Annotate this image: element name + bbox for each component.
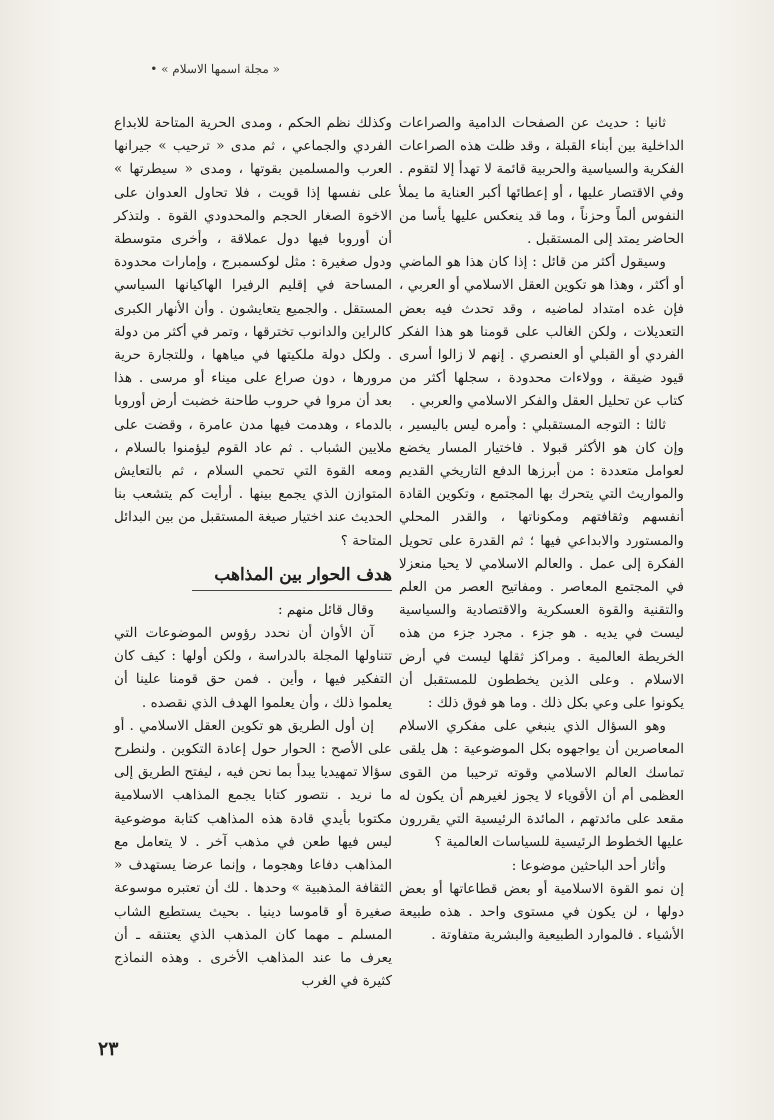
running-head: « مجلة اسمها الاسلام » • xyxy=(150,62,280,76)
left-column xyxy=(114,112,392,993)
paragraph: وأثار أحد الباحثين موضوعا : xyxy=(511,857,666,874)
paragraph: ثانيا : حديث عن الصفحات الدامية والصراعات الداخلية بين أبناء القبلة ، وقد ظلت هذه الصراعات الفكرية والسياسية والحربية قائمة لا تهدأ إلا لتقوم . وفي الاقتصار عليها ، أو إعطائها أكبر العناية ما يملأ النفوس ألماً وحزناً ، وما قد ينعكس عليها يأسا من الحاضر يمتد إلى المستقبل . xyxy=(399,115,684,248)
right-column xyxy=(399,112,684,947)
paragraph: إن أول الطريق هو تكوين العقل الاسلامي . أو على الأصح : الحوار حول إعادة التكوين . ولنطرح سؤالا تمهيديا يبدأ بما نحن فيه ، ليفتح الطريق إلى ما نريد . نتصور كتابا يجمع المذاهب الاسلامية مكتوبا بأيدي قادة هذه المذاهب كتابة موضوعية ليس فيها طعن في مذهب آخر . لا يتعامل مع المذاهب دفاعا وهجوما ، وإنما عرضا يستهدف « الثقافة المذهبية » وحدها . لك أن تعتبره موسوعة صغيرة أو قاموسا دينيا . بحيث يستطيع الشاب المسلم ـ مهما كان المذهب الذي يعتنقه ـ أن يعرف ما عند المذاهب الأخرى . وهذه النماذج كثيرة في الغرب xyxy=(114,717,392,990)
paragraph: ثالثا : التوجه المستقبلي : وأمره ليس باليسير ، وإن كان هو الأكثر قبولا . فاختيار المسار يخضع لعوامل متعددة : من أبرزها الدفع التاريخي القديم والمواريث التي يتحرك بها المجتمع ، وتكوين القادة أنفسهم وثقافتهم ومكوناتها ، والقدر المحلي والمستورد والابداعي فيها ؛ ثم القدرة على تحويل الفكرة إلى عمل . والعالم الاسلامي لا يحيا منعزلا في المجتمع المعاصر . ومفاتيح العصر من العلم والتقنية والقوة العسكرية والاقتصادية والسياسية ليست في يديه . هو جزء . مجرد جزء من هذه الخريطة العالمية . ومراكز ثقلها ليست في أرض الاسلام . وعلى الذين يخططون للمستقبل أن يكونوا على وعي بكل ذلك . وما هو فوق ذلك : xyxy=(399,416,684,712)
paragraph: آن الأوان أن نحدد رؤوس الموضوعات التي تتناولها المجلة بالدراسة ، ولكن أولها : كيف كان التفكير فيها ، وأين . فمن حق قومنا علينا أن يعلموا ذلك ، وأن يعلموا الهدف الذي نقصده . xyxy=(114,625,392,711)
paragraph: وقال قائل منهم : xyxy=(277,601,374,618)
paragraph: وسيقول أكثر من قائل : إذا كان هذا هو الماضي أو أكثر ، وهذا هو تكوين العقل الاسلامي أو العربي ، فإن غده امتداد لماضيه ، وقد تحدث فيه بعض التعديلات ، ولكن الغالب على قومنا هو هذا الفكر الفردي أو القبلي أو العنصري . إنهم لا زالوا أسرى قيود ضيقة ، وولاءات محدودة ، سجلها أكثر من كتاب عن تحليل العقل والفكر الاسلامي والعربي . xyxy=(399,254,684,410)
paragraph: وهو السؤال الذي ينبغي على مفكري الاسلام المعاصرين أن يواجهوه بكل الموضوعية : هل يلقى تماسك العالم الاسلامي وقوته ترحيبا من القوى العظمى أم أن الأقوياء لا يجوز لغيرهم أن يكون له مقعد على مائدتهم ، المائدة الرئيسية التي يقررون عليها الخطوط الرئيسية للسياسات العالمية ؟ xyxy=(399,718,684,851)
page-number: ٢٣ xyxy=(98,1038,119,1060)
section-heading: هدف الحوار بين المذاهب xyxy=(214,564,392,585)
paragraph: إن نمو القوة الاسلامية أو بعض قطاعاتها أو بعض دولها ، لن يكون في مستوى واحد . هذه طبيعة الأشياء . فالموارد الطبيعية والبشرية متفاوتة . xyxy=(399,880,684,944)
paragraph: وكذلك نظم الحكم ، ومدى الحرية المتاحة للابداع الفردي والجماعي ، ثم مدى « ترحيب » جيرانها العرب والمسلمين بقوتها ، ومدى « سيطرتها » على نفسها إذا قويت ، فلا تحاول العدوان على الاخوة الصغار الحجم والمحدودي القوة . ولتذكر أن أوروبا فيها دول عملاقة ، وأخرى متوسطة ودول صغيرة : مثل لوكسمبرج ، وإمارات محدودة المساحة في إقليم الرفيرا الهاكيانها السياسي المستقل . والجميع يتعايشون . وأن الأنهار الكبرى كالراين والدانوب تخترقها ، وتمر في أكثر من دولة . ولكل دولة ملكيتها في مياهها ، وللتجارة حرية مرورها ، دون صراع على ميناء أو مرسى . هذا بعد أن مروا في حروب طاحنة خضبت أرض أوروبا بالدماء ، وهدمت فيها مدن عامرة ، وقضت على ملايين الشباب . ثم عاد القوم ليؤمنوا بالسلام ، ومعه القوة التي تحمي السلام ، ثم بالتعايش المتوازن الذي يجمع بينها . أرأيت كم يتشعب بنا الحديث عند اختيار صيغة المستقبل من بين البدائل المتاحة ؟ xyxy=(114,115,392,549)
heading-underline xyxy=(192,590,392,591)
